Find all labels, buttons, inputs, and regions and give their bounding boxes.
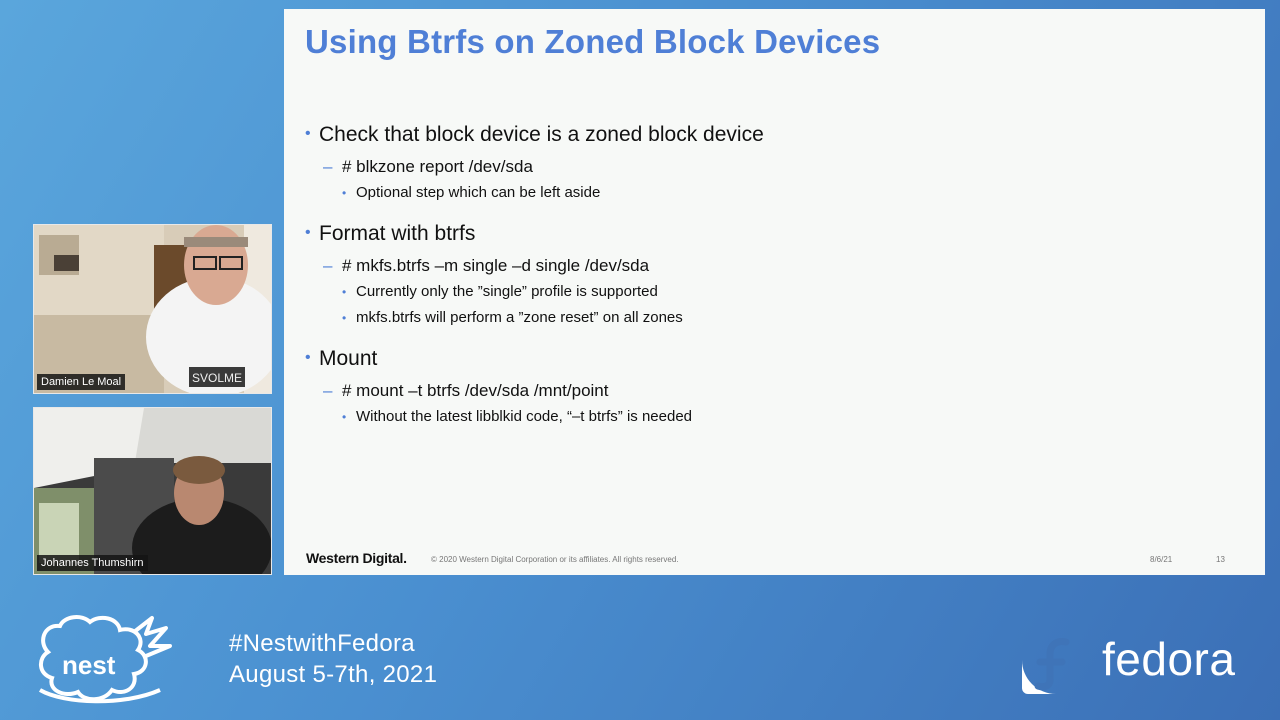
bullet-heading: Mount [319,347,378,370]
event-dates: August 5-7th, 2021 [229,661,438,688]
bullet-note: Currently only the ”single” profile is supported [356,283,658,300]
slide-bullets [305,121,1205,432]
dash-icon: – [323,381,333,400]
bullet-level2 [305,155,1205,182]
bullet-command: # mkfs.btrfs –m single –d single /dev/sda [342,256,650,275]
bullet-dot-icon: • [342,410,347,424]
bullet-level3 [305,281,1205,307]
bullet-dot-icon: • [305,349,311,366]
slide-date: 8/6/21 [1150,555,1173,564]
dash-icon: – [323,256,333,275]
shirt-text: SVOLME [192,371,243,385]
bullet-heading: Format with btrfs [319,222,476,245]
participant-video-johannes[interactable] [33,407,272,575]
bullet-level2 [305,379,1205,406]
event-hashtag: #NestwithFedora [229,630,415,657]
bullet-heading: Check that block device is a zoned block device [319,123,764,146]
dash-icon: – [323,157,333,176]
bullet-level1 [305,121,1205,155]
webcam-image [34,408,272,575]
bullet-command: # blkzone report /dev/sda [342,157,533,176]
participant-name-tag: Johannes Thumshirn [37,555,148,571]
fedora-wordmark: fedora [1102,633,1236,685]
bullet-dot-icon: • [305,125,311,142]
bullet-note: mkfs.btrfs will perform a ”zone reset” on all zones [356,309,683,326]
webcam-image [34,225,272,394]
slide-page-number: 13 [1216,555,1225,564]
bullet-level1 [305,220,1205,254]
bullet-dot-icon: • [305,224,311,241]
bullet-level2 [305,254,1205,281]
bullet-dot-icon: • [342,285,347,299]
fedora-logo-icon [1020,624,1092,696]
copyright-text: © 2020 Western Digital Corporation or its affiliates. All rights reserved. [431,555,679,564]
bullet-note: Without the latest libblkid code, “–t btrfs” is needed [356,408,693,425]
nest-logo-text: nest [62,650,116,680]
bullet-note: Optional step which can be left aside [356,184,601,201]
nest-logo-icon [34,612,174,708]
bullet-level3 [305,406,1205,432]
bullet-level3 [305,182,1205,208]
bullet-dot-icon: • [342,311,347,325]
company-logo: Western Digital. [306,550,407,566]
participant-video-damien[interactable] [33,224,272,394]
bullet-level3 [305,307,1205,333]
presentation-slide [284,9,1265,575]
bullet-dot-icon: • [342,186,347,200]
bullet-level1 [305,345,1205,379]
slide-title: Using Btrfs on Zoned Block Devices [305,23,881,60]
bullet-command: # mount –t btrfs /dev/sda /mnt/point [342,381,609,400]
participant-name-tag: Damien Le Moal [37,374,125,390]
